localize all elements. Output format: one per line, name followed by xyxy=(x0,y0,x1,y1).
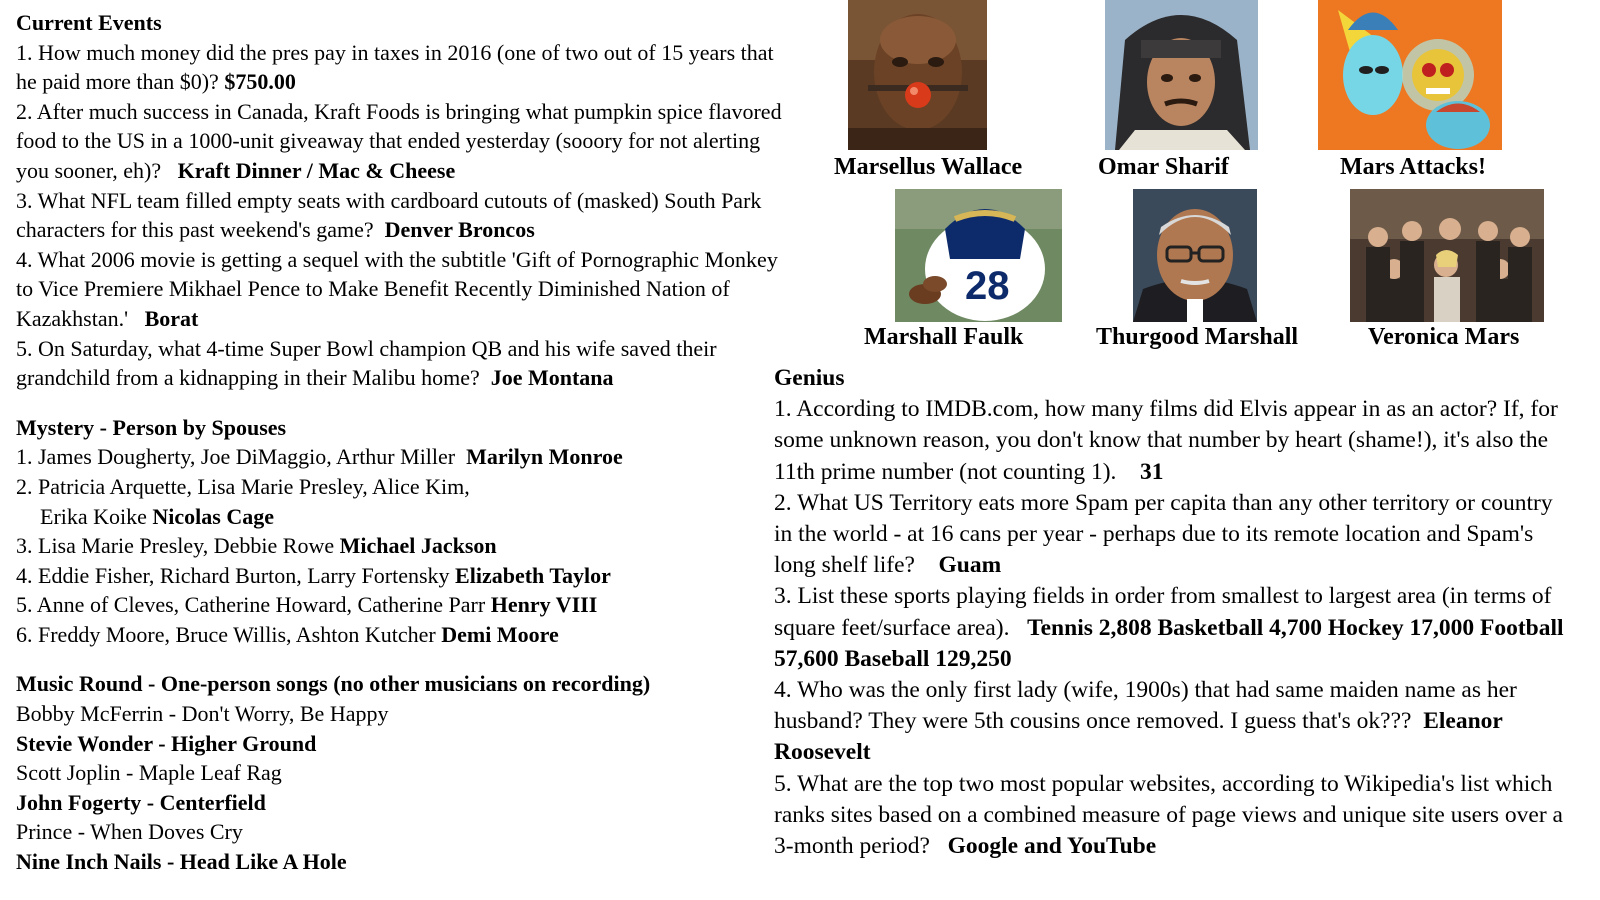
answer-text: Marilyn Monroe xyxy=(466,444,623,470)
music-section xyxy=(16,669,796,876)
caption-veronica-mars: Veronica Mars xyxy=(1368,324,1520,350)
mystery-q2-continued xyxy=(16,502,796,532)
photo-omar-sharif xyxy=(1105,0,1258,150)
mystery-q5 xyxy=(16,590,796,620)
question-text: 4. Who was the only first lady (wife, 1900s) that had same maiden name as her husband? They were 5th cousins once removed. I guess that's ok??? xyxy=(774,677,1517,735)
caption-marsellus-wallace: Marsellus Wallace xyxy=(834,154,1023,180)
answer-text: Joe Montana xyxy=(490,365,614,391)
question-text: 1. According to IMDB.com, how many films did Elvis appear in as an actor? If, for some unknown reason, you don't know that number by heart (shame!), it's also the 11th prime number (not counting 1). xyxy=(774,396,1558,485)
current-events-q4 xyxy=(16,245,796,334)
question-text: 2. Patricia Arquette, Lisa Marie Presley, Alice Kim, xyxy=(16,473,470,499)
answer-text: Denver Broncos xyxy=(384,217,535,243)
mystery-q2 xyxy=(16,472,796,502)
music-line: Scott Joplin - Maple Leaf Rag xyxy=(16,760,282,786)
current-events-q2 xyxy=(16,97,796,186)
current-events-section xyxy=(16,8,796,393)
question-text: 2. What US Territory eats more Spam per capita than any other territory or country in the world - at 16 cans per year - perhaps due to its remote location and Spam's long shelf life? xyxy=(774,489,1553,579)
photo-thurgood-marshall xyxy=(1133,189,1257,322)
answer-text: Eleanor Roosevelt xyxy=(774,708,1503,766)
photo-mars-attacks xyxy=(1318,0,1502,150)
mystery-q6 xyxy=(16,620,796,650)
question-text: 5. On Saturday, what 4-time Super Bowl champion QB and his wife saved their grandchild from a kidnapping in their Malibu home? xyxy=(16,335,717,391)
caption-marshall-faulk: Marshall Faulk xyxy=(864,324,1024,350)
answer-text: Nicolas Cage xyxy=(152,503,274,529)
current-events-q3 xyxy=(16,186,796,245)
question-text: 5. What are the top two most popular websites, according to Wikipedia's list which ranks sites based on a combined measure of page views and unique site users over a 3-month period? xyxy=(774,770,1563,860)
answer-text: Google and YouTube xyxy=(947,833,1157,860)
genius-q3 xyxy=(774,581,1574,675)
genius-q1 xyxy=(774,394,1574,488)
question-text: 3. What NFL team filled empty seats with cardboard cutouts of (masked) South Park characters for this past weekend's game? xyxy=(16,187,762,243)
mystery-q4 xyxy=(16,561,796,591)
mystery-section xyxy=(16,413,796,650)
answer-text: Demi Moore xyxy=(441,621,559,647)
music-line: Stevie Wonder - Higher Ground xyxy=(16,730,317,756)
mystery-q3 xyxy=(16,531,796,561)
music-line: Bobby McFerrin - Don't Worry, Be Happy xyxy=(16,701,389,727)
question-text: 6. Freddy Moore, Bruce Willis, Ashton Kutcher xyxy=(16,621,436,647)
genius-title: Genius xyxy=(774,365,845,391)
left-column xyxy=(16,8,796,877)
current-events-q1 xyxy=(16,38,796,97)
mystery-q1 xyxy=(16,442,796,472)
caption-omar-sharif: Omar Sharif xyxy=(1098,154,1229,180)
answer-text: Elizabeth Taylor xyxy=(455,562,611,588)
answer-text: Henry VIII xyxy=(490,592,598,618)
answer-text: Kraft Dinner / Mac & Cheese xyxy=(177,157,456,183)
answer-text: $750.00 xyxy=(224,69,296,95)
current-events-title: Current Events xyxy=(16,10,162,35)
photo-veronica-mars xyxy=(1350,189,1544,322)
question-text: Erika Koike xyxy=(40,503,147,529)
question-text: 4. Eddie Fisher, Richard Burton, Larry Fortensky xyxy=(16,562,450,588)
question-text: 1. How much money did the pres pay in taxes in 2016 (one of two out of 15 years that he paid more than $0)? xyxy=(16,39,774,95)
genius-q5 xyxy=(774,769,1574,863)
answer-text: Guam xyxy=(938,552,1002,579)
question-text: 1. James Dougherty, Joe DiMaggio, Arthur Miller xyxy=(16,444,456,470)
music-line: Prince - When Doves Cry xyxy=(16,819,243,845)
question-text: 3. List these sports playing fields in order from smallest to largest area (in terms of square feet/surface area). xyxy=(774,583,1552,641)
svg-text:28: 28 xyxy=(965,264,1010,308)
current-events-q5 xyxy=(16,334,796,393)
genius-q4 xyxy=(774,675,1574,769)
genius-q2 xyxy=(774,488,1574,582)
music-title: Music Round - One-person songs (no other musicians on recording) xyxy=(16,671,651,697)
question-text: 4. What 2006 movie is getting a sequel with the subtitle 'Gift of Pornographic Monkey to Vice Premiere Mikhael Pence to Make Benefit Recently Diminished Nation of Kazakhstan.' xyxy=(16,246,778,331)
music-line: John Fogerty - Centerfield xyxy=(16,789,266,815)
question-text: 3. Lisa Marie Presley, Debbie Rowe xyxy=(16,533,335,559)
answer-text: Michael Jackson xyxy=(339,533,497,559)
answer-text: Tennis 2,808 Basketball 4,700 Hockey 17,000 Football 57,600 Baseball 129,250 xyxy=(774,614,1564,672)
photo-marshall-faulk xyxy=(895,189,1062,322)
photo-marsellus-wallace xyxy=(848,0,987,150)
caption-mars-attacks: Mars Attacks! xyxy=(1340,154,1486,180)
genius-section xyxy=(774,363,1574,862)
answer-text: 31 xyxy=(1139,458,1164,485)
mystery-title: Mystery - Person by Spouses xyxy=(16,414,287,440)
answer-text: Borat xyxy=(144,305,199,331)
music-line: Nine Inch Nails - Head Like A Hole xyxy=(16,849,347,875)
caption-thurgood-marshall: Thurgood Marshall xyxy=(1096,324,1299,350)
question-text: 2. After much success in Canada, Kraft Foods is bringing what pumpkin spice flavored food to the US in a 1000-unit giveaway that ended yesterday (sooory for not alerting you sooner, eh)? xyxy=(16,98,782,183)
question-text: 5. Anne of Cleves, Catherine Howard, Catherine Parr xyxy=(16,592,486,618)
